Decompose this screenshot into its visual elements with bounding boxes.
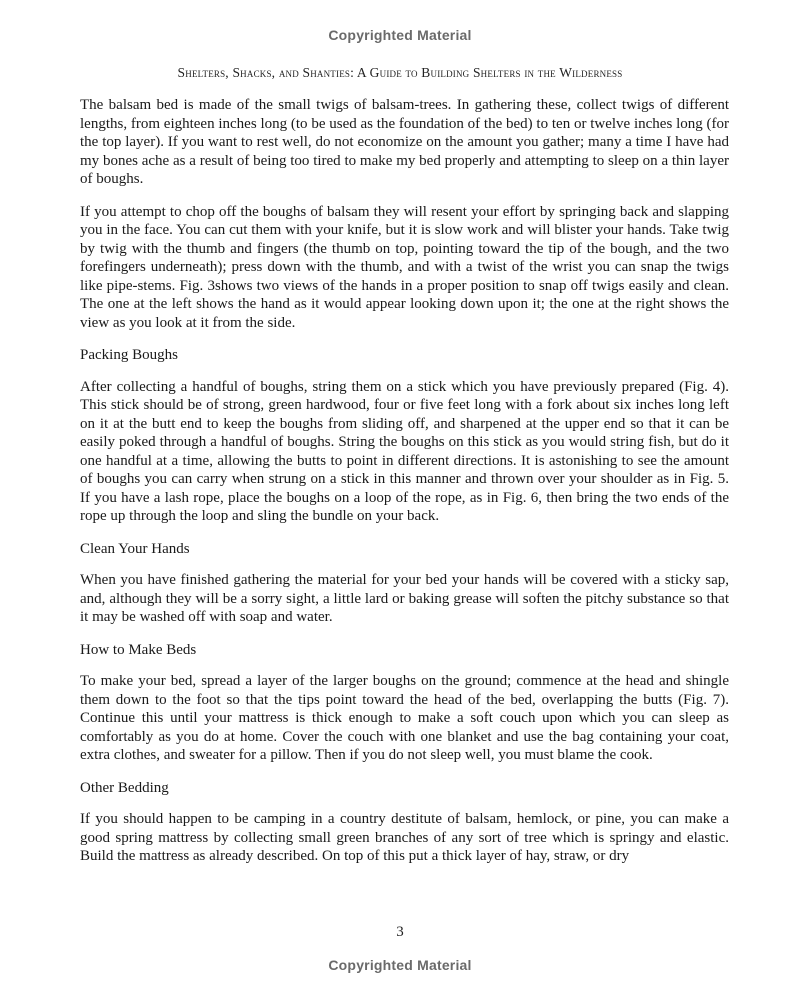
- paragraph-chopping-boughs: If you attempt to chop off the boughs of balsam they will resent your effort by springing back and slapping you in the face. You can cut them with your knife, but it is slow work and will blister your hands. Take twig by twig with the thumb and fingers (the thumb on top, pointing toward the tip of the bough, and the two forefingers underneath); press down with the thumb, and with a twist of the wrist you can snap the twigs like pipe-stems. Fig. 3shows two views of the hands in a proper position to snap off twigs easily and clean. The one at the left shows the hand as it would appear looking down upon it; the one at the right shows the view as you look at it from the side.: [80, 203, 729, 331]
- copyright-notice-top: Copyrighted Material: [328, 27, 472, 43]
- section-heading-clean-hands: Clean Your Hands: [80, 540, 190, 557]
- copyright-notice-bottom: Copyrighted Material: [328, 957, 472, 973]
- paragraph-other-bedding: If you should happen to be camping in a country destitute of balsam, hemlock, or pine, you can make a good spring mattress by collecting small green branches of any sort of tree which is springy and elastic. Build the mattress as already described. On top of this put a thick layer of hay, straw, or dry: [80, 811, 729, 864]
- page-body: [80, 96, 729, 880]
- page-number: 3: [396, 924, 404, 940]
- running-header: Shelters, Shacks, and Shanties: A Guide to Building Shelters in the Wilderness: [177, 65, 623, 80]
- paragraph-packing-boughs: After collecting a handful of boughs, string them on a stick which you have previously prepared (Fig. 4). This stick should be of strong, green hardwood, four or five feet long with a fork about six inches long left on it at the butt end to keep the boughs from sliding off, and sharpened at the upper end so that it can be easily poked through a handful of boughs. String the boughs on this stick as you would string fish, but do it one handful at a time, allowing the butts to point in different directions. It is astonishing to see the amount of boughs you can carry when strung on a stick in this manner and thrown over your shoulder as in Fig. 5. If you have a lash rope, place the boughs on a loop of the rope, as in Fig. 6, then bring the two ends of the rope up through the loop and sling the bundle on your back.: [80, 378, 729, 524]
- section-heading-packing-boughs: Packing Boughs: [80, 347, 178, 363]
- paragraph-clean-hands: When you have finished gathering the material for your bed your hands will be covered with a sticky sap, and, although they will be a sorry sight, a little lard or baking grease will soften the pitchy substance so that it may be washed off with soap and water.: [80, 572, 729, 625]
- paragraph-make-beds: To make your bed, spread a layer of the larger boughs on the ground; commence at the head and shingle them down to the foot so that the tips point toward the head of the bed, overlapping the butts (Fig. 7). Continue this until your mattress is thick enough to make a soft couch upon which you can sleep as comfortably as you do at home. Cover the couch with one blanket and use the bag containing your coat, extra clothes, and sweater for a pillow. Then if you do not sleep well, you must blame the cook.: [80, 673, 729, 763]
- section-heading-other-bedding: Other Bedding: [80, 779, 169, 796]
- section-heading-make-beds: How to Make Beds: [80, 641, 197, 658]
- paragraph-balsam-bed: The balsam bed is made of the small twigs of balsam-trees. In gathering these, collect twigs of different lengths, from eighteen inches long (to be used as the foundation of the bed) to ten or twelve inches long (for the top layer). If you want to rest well, do not economize on the amount you gather; many a time I have had my bones ache as a result of being too tired to make my bed properly and attempting to sleep on a thin layer of boughs.: [80, 97, 729, 187]
